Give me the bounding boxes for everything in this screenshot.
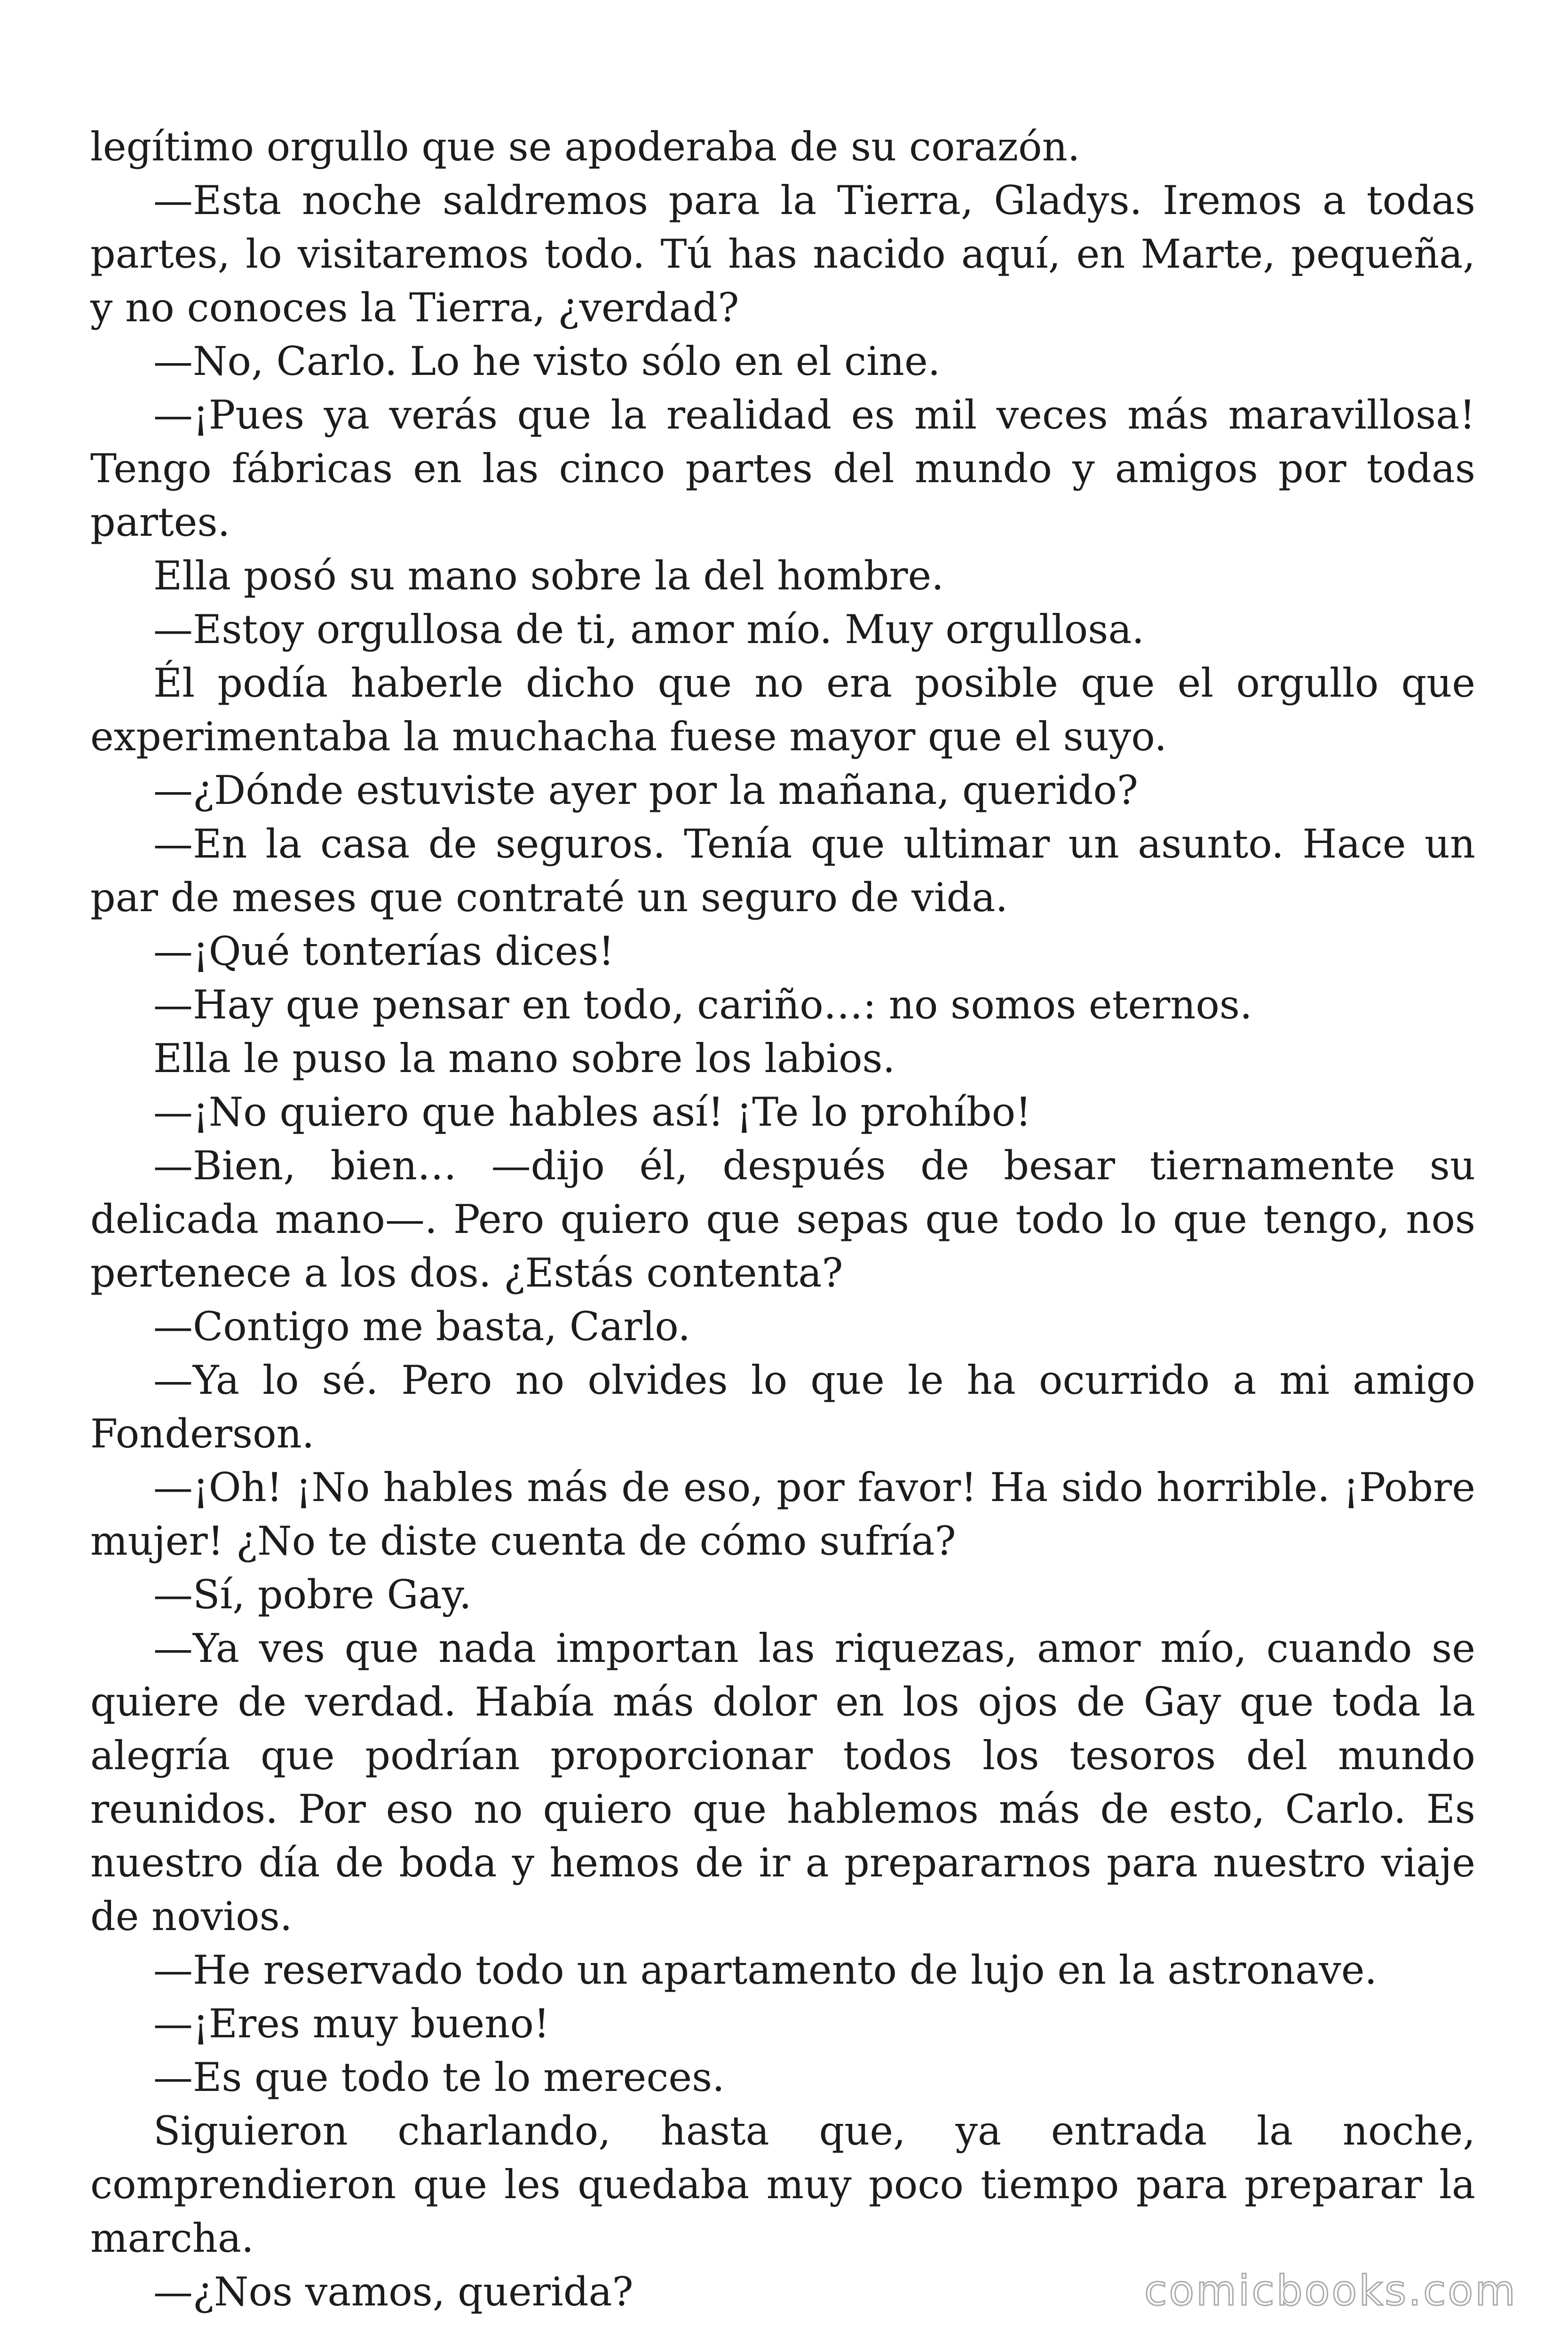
paragraph: —¡Eres muy bueno! xyxy=(153,2001,550,2047)
paragraph: —Bien, bien… —dijo él, después de besar tiernamente su delicada mano—. Pero quiero que sepas que todo lo que tengo, nos pertenece a los dos. ¿Estás contenta? xyxy=(90,1143,1475,1296)
paragraph: —Estoy orgullosa de ti, amor mío. Muy orgullosa. xyxy=(153,606,1145,652)
paragraph: —He reservado todo un apartamento de lujo en la astronave. xyxy=(153,1947,1378,1993)
paragraph: Ella posó su mano sobre la del hombre. xyxy=(153,553,944,599)
paragraph: —Ya ves que nada importan las riquezas, amor mío, cuando se quiere de verdad. Había más dolor en los ojos de Gay que toda la alegría que podrían proporcionar todos los tesoros del mundo reunidos. Por eso no quiero que hablemos más de esto, Carlo. Es nuestro día de boda y hemos de ir a prepararnos para nuestro viaje de novios. xyxy=(90,1625,1475,1939)
paragraph: —No, Carlo. Lo he visto sólo en el cine. xyxy=(153,338,941,384)
paragraph: Siguieron charlando, hasta que, ya entrada la noche, comprendieron que les quedaba muy poco tiempo para preparar la marcha. xyxy=(90,2108,1475,2261)
paragraph: Ella le puso la mano sobre los labios. xyxy=(153,1035,895,1081)
paragraph: —¡Oh! ¡No hables más de eso, por favor! Ha sido horrible. ¡Pobre mujer! ¿No te diste cuenta de cómo sufría? xyxy=(90,1464,1475,1564)
watermark: comicbooks.com xyxy=(1144,2266,1517,2315)
paragraph: —¿Dónde estuviste ayer por la mañana, querido? xyxy=(153,767,1138,813)
paragraph: —En la casa de seguros. Tenía que ultimar un asunto. Hace un par de meses que contraté un seguro de vida. xyxy=(90,821,1475,921)
paragraph: —Esta noche saldremos para la Tierra, Gladys. Iremos a todas partes, lo visitaremos todo. Tú has nacido aquí, en Marte, pequeña, y no conoces la Tierra, ¿verdad? xyxy=(90,177,1475,331)
paragraph: legítimo orgullo que se apoderaba de su corazón. xyxy=(90,124,1080,170)
paragraph: —¡No quiero que hables así! ¡Te lo prohíbo! xyxy=(153,1089,1031,1135)
paragraph: —Sí, pobre Gay. xyxy=(153,1572,472,1618)
paragraph: —Es que todo te lo mereces. xyxy=(153,2054,725,2100)
paragraph: Él podía haberle dicho que no era posible que el orgullo que experimentaba la muchacha fuese mayor que el suyo. xyxy=(90,660,1475,760)
paragraph: —Hay que pensar en todo, cariño…: no somos eternos. xyxy=(153,982,1252,1028)
paragraph: —Contigo me basta, Carlo. xyxy=(153,1303,691,1350)
paragraph: —¿Nos vamos, querida? xyxy=(153,2269,634,2315)
paragraph: —¡Pues ya verás que la realidad es mil veces más maravillosa! Tengo fábricas en las cinco partes del mundo y amigos por todas partes. xyxy=(90,392,1475,545)
paragraph: —Ya lo sé. Pero no olvides lo que le ha ocurrido a mi amigo Fonderson. xyxy=(90,1357,1475,1457)
body-text xyxy=(90,120,1475,2319)
paragraph: —¡Qué tonterías dices! xyxy=(153,928,615,974)
